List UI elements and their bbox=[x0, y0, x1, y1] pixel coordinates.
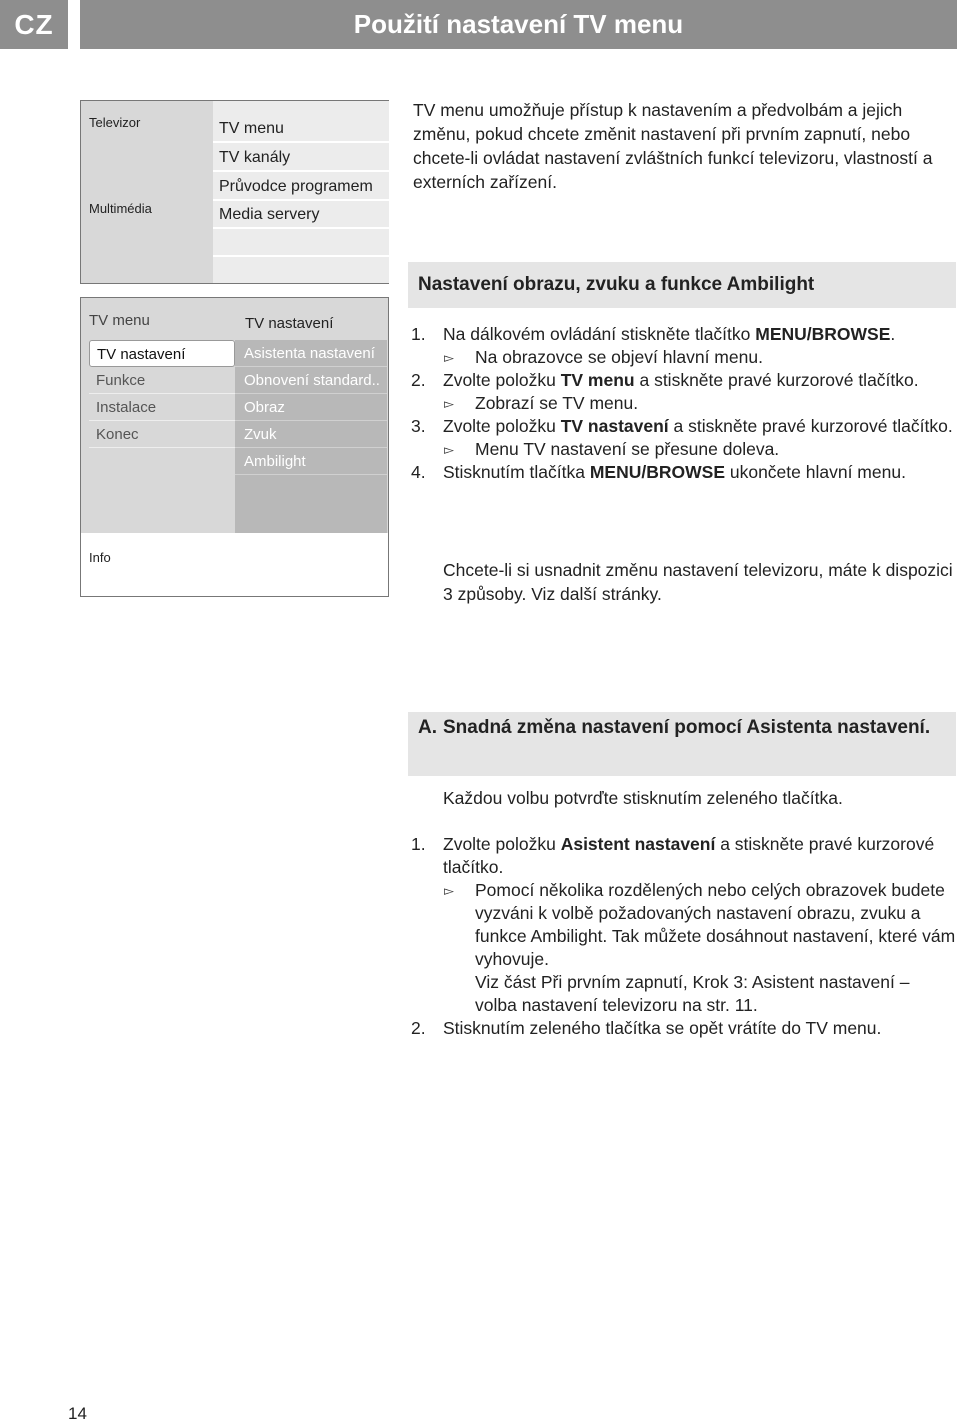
step-text-post: a stiskněte pravé kurzorové tlačítko. bbox=[668, 416, 953, 436]
step-text-post: a stiskněte pravé kurzorové tlačítko. bbox=[443, 834, 935, 877]
step-result bbox=[411, 879, 956, 971]
main-menu-categories bbox=[81, 101, 213, 283]
step-bold: Asistent nastavení bbox=[560, 834, 716, 854]
step-number: 1. bbox=[411, 834, 426, 854]
tv-menu-item-tv-nastaveni: TV nastavení bbox=[89, 340, 235, 367]
tv-nastaveni-title: TV nastavení bbox=[245, 315, 334, 332]
menu-item-tv-kanaly: TV kanály bbox=[213, 144, 389, 172]
tv-menu-panel bbox=[81, 298, 388, 533]
steps-list-2 bbox=[411, 833, 956, 1040]
setting-item-zvuk: Zvuk bbox=[235, 421, 387, 448]
category-televizor: Televizor bbox=[89, 115, 141, 130]
triangle-right-icon: ▻ bbox=[444, 396, 454, 411]
step-text: Na dálkovém ovládání stiskněte tlačítko bbox=[443, 324, 756, 344]
step-result-text: Na obrazovce se objeví hlavní menu. bbox=[475, 347, 763, 367]
menu-item-empty bbox=[213, 229, 389, 257]
section-heading-assistant bbox=[408, 712, 956, 776]
ways-paragraph: Chcete-li si usnadnit změnu nastavení televizoru, máte k dispozici 3 způsoby. Viz další stránky. bbox=[443, 560, 953, 604]
menu-item-media-servery: Media servery bbox=[213, 201, 389, 229]
step-number: 4. bbox=[411, 462, 426, 482]
step-result bbox=[411, 346, 956, 369]
step-text: Stisknutím tlačítka bbox=[443, 462, 590, 482]
step-number: 2. bbox=[411, 370, 426, 390]
confirm-paragraph: Každou volbu potvrďte stisknutím zeleného tlačítka. bbox=[443, 788, 843, 808]
step-item bbox=[411, 1017, 956, 1040]
tv-menu-item-instalace: Instalace bbox=[89, 394, 235, 421]
section-letter: A. bbox=[418, 717, 437, 738]
triangle-right-icon: ▻ bbox=[444, 883, 454, 898]
info-label: Info bbox=[89, 550, 111, 565]
step-number: 1. bbox=[411, 324, 426, 344]
step-item bbox=[411, 369, 956, 392]
step-number: 3. bbox=[411, 416, 426, 436]
step-item bbox=[411, 833, 956, 879]
step-text-post: . bbox=[890, 324, 896, 344]
step-bold: TV menu bbox=[560, 370, 635, 390]
step-result-note bbox=[411, 971, 956, 1017]
step-text: Stisknutím zeleného tlačítka se opět vrátíte do TV menu. bbox=[443, 1018, 882, 1038]
step-text: Zvolte položku bbox=[443, 834, 561, 854]
tv-menu-item-konec: Konec bbox=[89, 421, 235, 448]
step-bold: MENU/BROWSE bbox=[589, 462, 725, 482]
step-bold: MENU/BROWSE bbox=[755, 324, 891, 344]
section-heading-picture-sound: Nastavení obrazu, zvuku a funkce Ambilight bbox=[408, 262, 956, 308]
step-bold: TV nastavení bbox=[560, 416, 669, 436]
step-result-text: Pomocí několika rozdělených nebo celých obrazovek budete vyzváni k volbě požadovaných nastavení obrazu, zvuku a funkce Ambilight. Tak můžete dosáhnout nastavení, které vám vyhovuje. bbox=[475, 880, 956, 969]
step-text: Zvolte položku bbox=[443, 416, 561, 436]
main-menu-screen bbox=[80, 100, 389, 284]
main-menu-items bbox=[213, 101, 389, 283]
step-item bbox=[411, 415, 956, 438]
step-result bbox=[411, 438, 956, 461]
setting-item-asistent: Asistenta nastavení bbox=[235, 340, 387, 367]
step-number: 2. bbox=[411, 1018, 426, 1038]
setting-item-obnoveni: Obnovení standard.. bbox=[235, 367, 387, 394]
tv-menu-item-funkce: Funkce bbox=[89, 367, 235, 394]
menu-item-tv-menu: TV menu bbox=[213, 115, 389, 143]
steps-list-1 bbox=[411, 323, 956, 484]
step-result bbox=[411, 392, 956, 415]
setting-item-ambilight: Ambilight bbox=[235, 448, 387, 475]
tv-nastaveni-list bbox=[235, 340, 387, 533]
tv-menu-title: TV menu bbox=[89, 312, 150, 329]
tv-menu-screen bbox=[80, 297, 389, 597]
step-text: Zvolte položku bbox=[443, 370, 561, 390]
step-text-post: ukončete hlavní menu. bbox=[725, 462, 906, 482]
step-text-post: a stiskněte pravé kurzorové tlačítko. bbox=[634, 370, 919, 390]
step-item bbox=[411, 461, 956, 484]
intro-paragraph: TV menu umožňuje přístup k nastavením a předvolbám a jejich změnu, pokud chcete změnit nastavení při prvním zapnutí, nebo chcete-li ovládat nastavení zvláštních funkcí televizoru, vlastností a externích zařízení. bbox=[413, 100, 933, 192]
step-item bbox=[411, 323, 956, 346]
triangle-right-icon: ▻ bbox=[444, 350, 454, 365]
page-title: Použití nastavení TV menu bbox=[80, 0, 957, 49]
tv-menu-list bbox=[89, 340, 235, 448]
menu-item-pruvodce: Průvodce programem bbox=[213, 173, 389, 201]
step-note-text: Viz část Při prvním zapnutí, Krok 3: Asistent nastavení – volba nastavení televizoru na str. 11. bbox=[475, 972, 910, 1015]
step-result-text: Zobrazí se TV menu. bbox=[475, 393, 639, 413]
language-badge: CZ bbox=[0, 0, 68, 49]
step-result-text: Menu TV nastavení se přesune doleva. bbox=[475, 439, 780, 459]
setting-item-obraz: Obraz bbox=[235, 394, 387, 421]
page-number: 14 bbox=[68, 1404, 87, 1423]
triangle-right-icon: ▻ bbox=[444, 442, 454, 457]
category-multimedia: Multimédia bbox=[89, 201, 152, 216]
section-title: Snadná změna nastavení pomocí Asistenta nastavení. bbox=[443, 717, 931, 738]
